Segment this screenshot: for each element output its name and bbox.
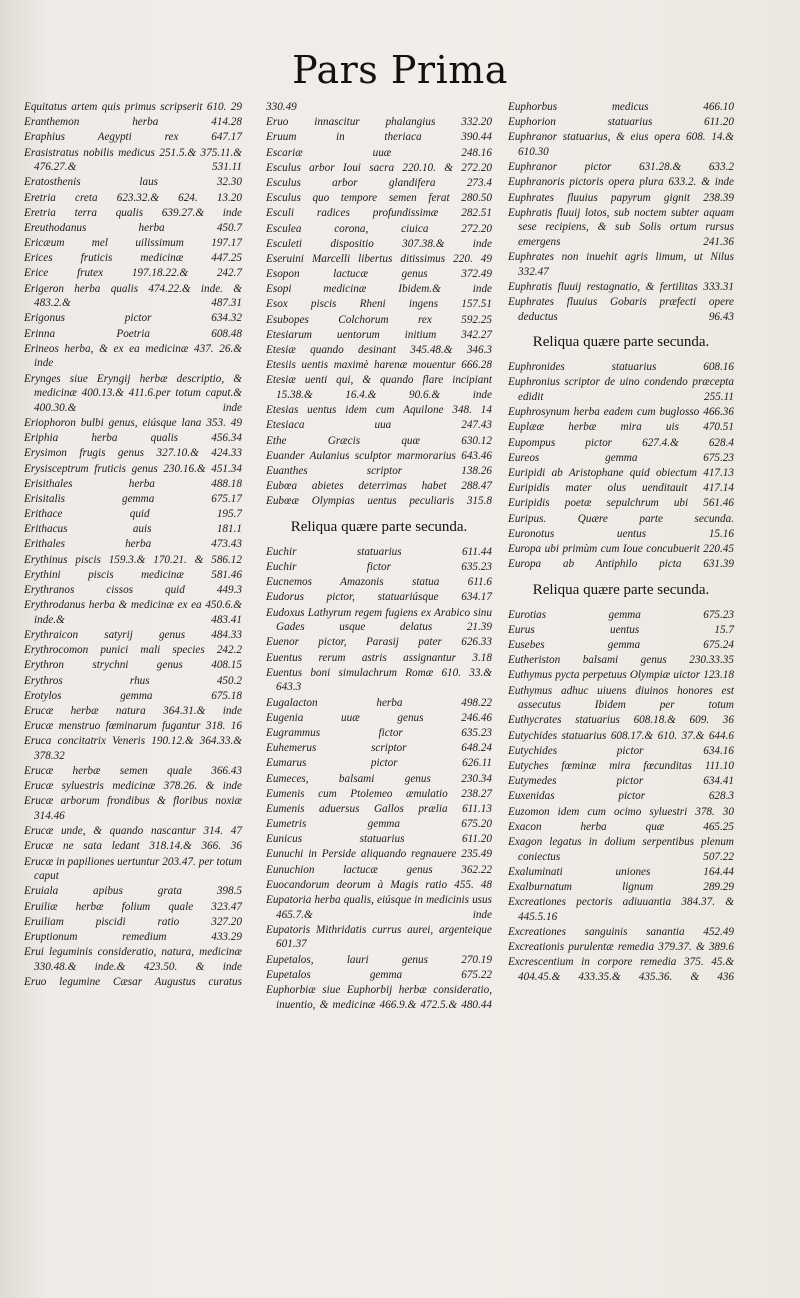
index-entry: Eriophoron bulbi genus, eiúsque lana 353. 49	[24, 416, 242, 429]
index-entry: Euthycrates statuarius 608.18.& 609. 36	[508, 714, 734, 727]
index-entry: Eunicus statuarius 611.20	[266, 833, 492, 846]
index-entry: Eruca concitatrix Veneris 190.12.& 364.33.& 378.32	[24, 735, 242, 762]
index-entry: Eriphia herba qualis 456.34	[24, 432, 242, 445]
section-heading: Reliqua quære parte secunda.	[290, 518, 468, 535]
index-entry: Etesiæ quando desinant 345.48.& 346.3	[266, 344, 492, 356]
index-entry: Euripidis poetæ sepulchrum ubi 561.46	[508, 497, 734, 510]
index-entry: Eruo innascitur phalangius 332.20	[266, 116, 492, 129]
index-entry: Erysisceptrum fruticis genus 230.16.& 451.34	[24, 462, 242, 475]
index-entry: Esculus quo tempore semen ferat 280.50	[266, 192, 492, 205]
index-entry: Esculi radices profundissimæ 282.51	[266, 207, 492, 220]
index-entry: Eruo legumine Cæsar Augustus curatus	[24, 975, 242, 988]
index-entry: Ericæum mel uilissimum 197.17	[24, 237, 242, 250]
index-entry: Ereuthodanus herba 450.7	[24, 221, 242, 234]
index-entry: Eruptionum remedium 433.29	[24, 930, 242, 943]
index-entry: 330.49	[266, 101, 297, 113]
index-entry: Esubopes Colchorum rex 592.25	[266, 313, 492, 326]
index-entry: Eruiliam piscidi ratio 327.20	[24, 915, 242, 928]
index-entry: Erynges siue Eryngij herbæ descriptio, & medicinæ 400.13.& 411.6.per totum caput.& 400.30.& inde	[24, 372, 242, 414]
index-entry: Eureos gemma 675.23	[508, 451, 734, 464]
index-entry: Eseruini Marcelli libertus ditissimus 220. 49	[266, 252, 492, 265]
index-entry: Eruiliæ herbæ folium quale 323.47	[24, 900, 242, 913]
index-entry: Exagon legatus in dolium serpentibus plenum coniectus 507.22	[508, 835, 734, 863]
index-entry: Eraphius Aegypti rex 647.17	[24, 131, 242, 144]
index-entry: Euripus. Quære parte secunda.	[508, 512, 734, 525]
index-entry: Eumeces, balsami genus 230.34	[266, 772, 492, 785]
index-entry: Erithales herba 473.43	[24, 538, 242, 551]
index-entry: Euphranor statuarius, & eius opera 608. 14.& 610.30	[508, 131, 734, 158]
index-entry: Euphronius scriptor de uino condendo præcepta edidit 255.11	[508, 376, 734, 404]
index-entry: Erucæ unde, & quando nascantur 314. 47	[24, 825, 242, 838]
index-entry: Euphorbus medicus 466.10	[508, 101, 734, 113]
index-entry: Euronotus uentus 15.16	[508, 527, 734, 540]
index-entry: Eugalacton herba 498.22	[266, 696, 492, 709]
index-entry: Erigeron herba qualis 474.22.& inde. & 483.2.& 487.31	[24, 282, 242, 310]
index-entry: Euenor pictor, Parasij pater 626.33	[266, 636, 492, 649]
index-entry: Erucæ syluestris medicinæ 378.26. & inde	[24, 780, 242, 793]
index-entry: Eumetris gemma 675.20	[266, 818, 492, 831]
index-entry: Eutheriston balsami genus 230.33.35	[508, 654, 734, 667]
index-entry: Eupetalos, lauri genus 270.19	[266, 953, 492, 966]
index-entry: Eruum in theriaca 390.44	[266, 131, 492, 144]
index-entry: Eutyches fœminæ mira fœcunditas 111.10	[508, 759, 734, 772]
index-entry: Eumenis cum Ptolemeo æmulatio 238.27	[266, 787, 492, 800]
index-entry: Esox piscis Rheni ingens 157.51	[266, 298, 492, 311]
index-entry: Euphronides statuarius 608.16	[508, 361, 734, 374]
index-column-2	[266, 100, 492, 1013]
index-entry: Erisitalis gemma 675.17	[24, 492, 242, 505]
index-entry: Excreationes sanguinis sanantia 452.49	[508, 925, 734, 938]
index-entry: Erasistratus nobilis medicus 251.5.& 375.11.& 476.27.& 531.11	[24, 146, 242, 174]
index-entry: Ethe Græcis quæ 630.12	[266, 434, 492, 447]
index-entry: Erythrocomon punici mali species 242.2	[24, 644, 242, 657]
index-entry: Euthymus pycta perpetuus Olympiæ uictor 123.18	[508, 669, 734, 682]
index-entry: Europa ab Antiphilo picta 631.39	[508, 558, 734, 571]
index-entry: Erucæ herbæ natura 364.31.& inde	[24, 704, 242, 717]
page-title: Pars Prima	[292, 48, 508, 92]
index-entry: Erythrodanus herba & medicinæ ex ea 450.6.& inde.& 483.41	[24, 599, 242, 626]
index-entry: Euzomon idem cum ocimo syluestri 378. 30	[508, 805, 734, 818]
section-heading: Reliqua quære parte secunda.	[532, 334, 710, 351]
index-entry: Euripidis mater olus uenditauit 417.14	[508, 482, 734, 495]
index-entry: Erui leguminis consideratio, natura, medicinæ 330.48.& inde.& 423.50. & inde	[24, 946, 242, 973]
index-entry: Escariæ uuæ 248.16	[266, 146, 492, 159]
index-entry: Excrescentium in corpore remedia 375. 45.& 404.45.& 433.35.& 435.36. & 436	[508, 956, 734, 983]
index-entry: Erucæ herbæ semen quale 366.43	[24, 765, 242, 778]
index-entry: Eurotias gemma 675.23	[508, 608, 734, 621]
index-entry: Erineos herba, & ex ea medicinæ 437. 26.& inde	[24, 342, 242, 370]
index-entry: Eupatoria herba qualis, eiúsque in medicinis usus 465.7.& inde	[266, 894, 492, 921]
index-entry: Eupompus pictor 627.4.& 628.4	[508, 436, 734, 449]
index-entry: Eretria creta 623.32.& 624. 13.20	[24, 191, 242, 204]
index-entry: Erices fruticis medicinæ 447.25	[24, 252, 242, 265]
index-entry: Erice frutex 197.18.22.& 242.7	[24, 267, 242, 280]
index-entry: Erotylos gemma 675.18	[24, 689, 242, 702]
index-entry: Excreationis purulentæ remedia 379.37. & 389.6	[508, 941, 734, 954]
index-entry: Esculea corona, ciuica 272.20	[266, 222, 492, 235]
index-entry: Erythini piscis medicinæ 581.46	[24, 568, 242, 581]
index-entry: Esopon lactucæ genus 372.49	[266, 268, 492, 281]
index-entry: Europa ubi primùm cum Ioue concubuerit 220.45	[508, 542, 734, 555]
index-entry: Eupatoris Mithridatis currus aurei, argenteique 601.37	[266, 923, 492, 951]
index-entry: Erithace quid 195.7	[24, 508, 242, 521]
index-entry: Erucæ ne sata ledant 318.14.& 366. 36	[24, 840, 242, 853]
index-entry: Eruiala apibus grata 398.5	[24, 885, 242, 898]
index-entry: Etesiaca uua 247.43	[266, 419, 492, 432]
index-entry: Erinna Poetria 608.48	[24, 327, 242, 340]
index-column-1	[24, 100, 242, 990]
index-entry: Euplææ herbæ mira uis 470.51	[508, 421, 734, 434]
index-entry: Erythron strychni genus 408.15	[24, 659, 242, 672]
index-entry: Erythraicon satyrij genus 484.33	[24, 629, 242, 641]
index-entry: Euphorbiæ siue Euphorbij herbæ consideratio, inuentio, & medicinæ 466.9.& 472.5.& 480.44	[266, 983, 492, 1011]
index-entry: Excreationes pectoris adiuuantia 384.37. & 445.5.16	[508, 896, 734, 923]
index-entry: Eunuchion lactucæ genus 362.22	[266, 863, 492, 876]
index-entry: Eranthemon herba 414.28	[24, 116, 242, 129]
index-entry: Etesiarum uentorum initium 342.27	[266, 328, 492, 341]
index-entry: Euripidi ab Aristophane quid obiectum 417.13	[508, 466, 734, 479]
index-entry: Euphrates fluuius Gobaris præfecti opere deductus 96.43	[508, 296, 734, 323]
index-entry: Esculeti dispositio 307.38.& inde	[266, 237, 492, 250]
index-entry: Eucnemos Amazonis statua 611.6	[266, 576, 492, 589]
index-entry: Euphratis fluuij lotos, sub noctem subter aquam sese recipiens, & sub Solis ortum rursus emergens 241.36	[508, 206, 734, 248]
index-entry: Eubœæ Olympias uentus peculiaris 315.8	[266, 495, 492, 508]
index-entry: Eudorus pictor, statuariúsque 634.17	[266, 591, 492, 604]
index-entry: Exalburnatum lignum 289.29	[508, 880, 734, 893]
index-entry: Erisithales herba 488.18	[24, 477, 242, 490]
index-entry: Esculus arbor glandifera 273.4	[266, 176, 492, 189]
index-entry: Eurus uentus 15.7	[508, 623, 734, 636]
index-entry: Etesias uentus idem cum Aquilone 348. 14	[266, 404, 492, 417]
index-entry: Erigonus pictor 634.32	[24, 312, 242, 325]
index-entry: Erythinus piscis 159.3.& 170.21. & 586.12	[24, 553, 242, 566]
index-entry: Esculus arbor Ioui sacra 220.10. & 272.20	[266, 161, 492, 174]
index-entry: Equitatus artem quis primus scripserit 610. 29	[24, 101, 242, 113]
index-entry: Eumenis aduersus Gallos prælia 611.13	[266, 802, 492, 815]
index-entry: Eudoxus Lathyrum regem fugiens ex Arabico sinu Gades usque delatus 21.39	[266, 606, 492, 634]
index-entry: Eugrammus fictor 635.23	[266, 726, 492, 739]
index-entry: Eugenia uuæ genus 246.46	[266, 711, 492, 724]
index-entry: Eutymedes pictor 634.41	[508, 775, 734, 788]
index-entry: Euphorion statuarius 611.20	[508, 116, 734, 129]
index-entry: Euxenidas pictor 628.3	[508, 790, 734, 803]
index-entry: Exacon herba quæ 465.25	[508, 820, 734, 833]
index-entry: Eunuchi in Perside aliquando regnauere 235.49	[266, 848, 492, 861]
index-entry: Erucæ in papiliones uertuntur 203.47. per totum caput	[24, 855, 242, 883]
index-entry: Eumarus pictor 626.11	[266, 757, 492, 770]
index-entry: Esopi medicinæ Ibidem.& inde	[266, 283, 492, 296]
index-entry: Euphrates fluuius papyrum gignit 238.39	[508, 191, 734, 204]
index-entry: Euchir statuarius 611.44	[266, 545, 492, 558]
index-entry: Euentus rerum astris assignantur 3.18	[266, 651, 492, 664]
index-entry: Euocandorum deorum à Magis ratio 455. 48	[266, 878, 492, 891]
index-entry: Euphranor pictor 631.28.& 633.2	[508, 161, 734, 174]
index-entry: Eusebes gemma 675.24	[508, 639, 734, 652]
index-entry: Eutychides pictor 634.16	[508, 744, 734, 757]
index-entry: Euphrates non inuehit agris limum, ut Nilus 332.47	[508, 251, 734, 278]
index-entry: Erysimon frugis genus 327.10.& 424.33	[24, 447, 242, 460]
index-entry: Etesiæ uenti qui, & quando flare incipiant 15.38.& 16.4.& 90.6.& inde	[266, 374, 492, 401]
index-entry: Euphratis fluuij restagnatio, & fertilitas 333.31	[508, 280, 734, 293]
index-entry: Euander Aulanius sculptor marmorarius 643.46	[266, 449, 492, 462]
index-entry: Erythros rhus 450.2	[24, 674, 242, 687]
index-entry: Euphrosynum herba eadem cum buglosso 466.36	[508, 406, 734, 419]
index-entry: Exaluminati uniones 164.44	[508, 865, 734, 878]
index-column-3	[508, 100, 734, 985]
index-entry: Euentus boni simulachrum Romæ 610. 33.& 643.3	[266, 666, 492, 694]
index-entry: Erythranos cissos quid 449.3	[24, 584, 242, 597]
index-entry: Eubœa abietes deterrimas habet 288.47	[266, 480, 492, 493]
index-entry: Euchir fictor 635.23	[266, 561, 492, 574]
index-entry: Euthymus adhuc uiuens diuinos honores est assecutus Ibidem per totum	[508, 684, 734, 712]
index-entry: Euhemerus scriptor 648.24	[266, 742, 492, 755]
index-entry: Eupetalos gemma 675.22	[266, 968, 492, 981]
index-entry: Euanthes scriptor 138.26	[266, 464, 492, 477]
index-entry: Erucæ menstruo fœminarum fugantur 318. 16	[24, 720, 242, 733]
index-entry: Eretria terra qualis 639.27.& inde	[24, 206, 242, 219]
index-entry: Euphranoris pictoris opera plura 633.2. & inde	[508, 176, 734, 189]
index-entry: Erucæ arborum frondibus & floribus noxiæ 314.46	[24, 795, 242, 823]
index-entry: Erithacus auis 181.1	[24, 523, 242, 536]
index-entry: Etesiis uentis maximè harenæ mouentur 666.28	[266, 359, 492, 372]
index-entry: Eratosthenis laus 32.30	[24, 176, 242, 189]
section-heading: Reliqua quære parte secunda.	[532, 581, 710, 598]
index-entry: Eutychides statuarius 608.17.& 610. 37.& 644.6	[508, 729, 734, 742]
